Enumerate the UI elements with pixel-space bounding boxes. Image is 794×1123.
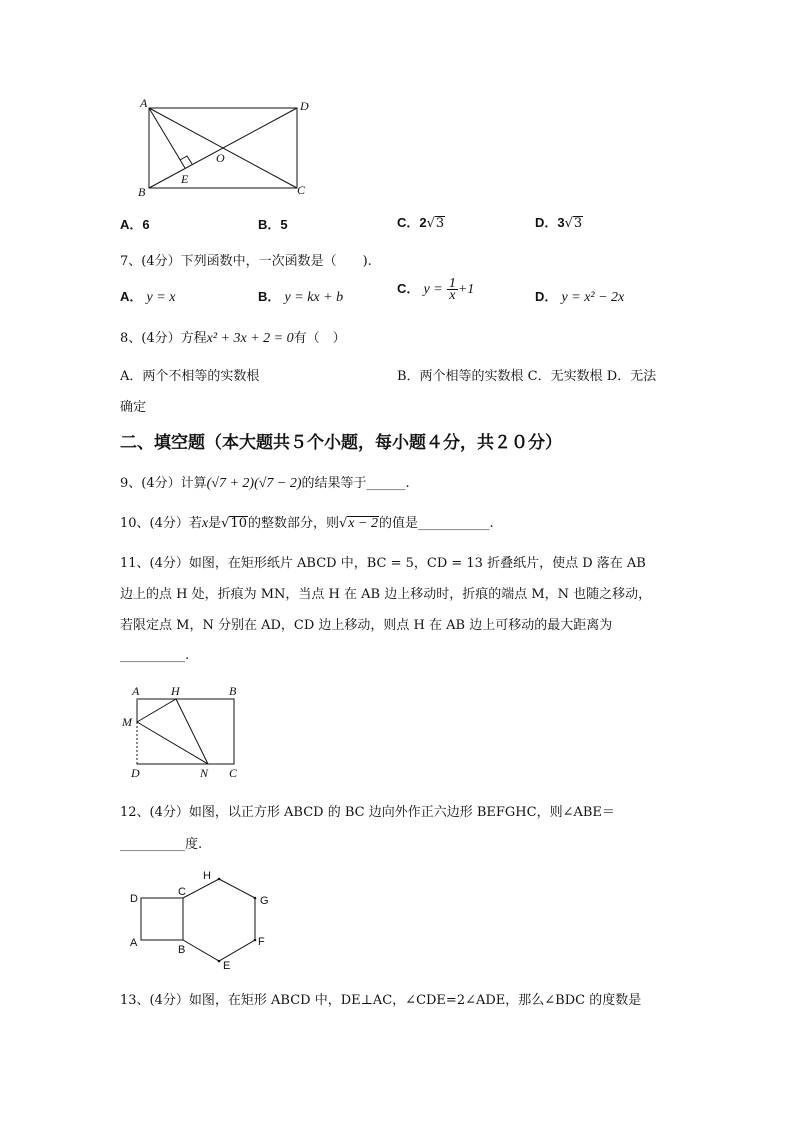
q12-label-e: E xyxy=(223,960,231,972)
q11-line1: 11、(4分）如图，在矩形纸片 ABCD 中，BC = 5，CD = 13 折叠纸片，使点 D 落在 AB xyxy=(120,556,646,571)
q12-label-g: G xyxy=(260,895,269,907)
q6-label-a: A xyxy=(140,96,148,110)
q6-label-e: E xyxy=(181,172,189,186)
q11-label-a: A xyxy=(132,684,140,698)
q9-stem: 9、(4分）计算(√7 + 2)(√7 − 2)的结果等于______. xyxy=(120,476,410,491)
q6-option-b[interactable]: B．5 xyxy=(258,217,288,232)
q12-label-d: D xyxy=(130,893,138,905)
q11-label-m: M xyxy=(122,715,132,729)
q12-label-f: F xyxy=(258,936,265,948)
q11-label-c: C xyxy=(229,766,238,780)
q6-option-a[interactable]: A．6 xyxy=(120,217,150,232)
q11-label-b: B xyxy=(229,684,237,698)
q8-option-a[interactable]: A．两个不相等的实数根 xyxy=(120,369,260,384)
q12-line1: 12、(4分）如图，以正方形 ABCD 的 BC 边向外作正六边形 BEFGHC，则∠ABE＝ xyxy=(120,805,615,820)
q6-label-b: B xyxy=(138,185,146,199)
q13-line1: 13、(4分）如图，在矩形 ABCD 中，DE⊥AC，∠CDE=2∠ADE，那么∠BDC 的度数是 xyxy=(120,993,642,1008)
q7-option-d[interactable]: D． y = x² − 2x xyxy=(535,289,625,305)
q7-option-b[interactable]: B． y = kx + b xyxy=(258,289,344,305)
q12-label-c: C xyxy=(178,886,186,898)
q6-option-c[interactable]: C．2√3 xyxy=(397,215,445,231)
q10-stem: 10、(4分）若x是√10的整数部分，则√x − 2的值是___________. xyxy=(120,516,494,531)
q6-label-c: C xyxy=(297,183,306,197)
q11-label-n: N xyxy=(200,766,209,780)
q11-label-h: H xyxy=(171,684,180,698)
q12-square-hexagon-figure xyxy=(125,866,275,974)
q11-label-d: D xyxy=(131,766,140,780)
q12-label-h: H xyxy=(203,870,211,882)
q7-option-c[interactable]: C． y = $\frac{1}{x}$ +1 xyxy=(397,276,475,303)
q11-line3: 若限定点 M，N 分别在 AD，CD 边上移动，则点 H 在 AB 边上可移动的最大距离为 xyxy=(120,618,613,633)
q6-option-d[interactable]: D．3√3 xyxy=(535,215,583,231)
section-heading: 二、填空题（本大题共５个小题，每小题４分，共２０分） xyxy=(120,433,562,452)
q11-fold-figure xyxy=(120,684,250,782)
q12-label-a: A xyxy=(130,937,138,949)
q6-label-o: O xyxy=(216,151,225,165)
q6-label-d: D xyxy=(300,99,309,113)
q8-wrap: 确定 xyxy=(120,400,147,415)
q8-options-bcd[interactable]: B．两个相等的实数根 C．无实数根 D．无法 xyxy=(397,369,657,384)
q8-stem: 8、(4分）方程x² + 3x + 2 = 0有（ ） xyxy=(120,331,346,346)
q7-option-a[interactable]: A． y = x xyxy=(120,289,176,305)
q11-line2: 边上的点 H 处，折痕为 MN，当点 H 在 AB 边上移动时，折痕的端点 M，N 也随之移动， xyxy=(120,587,652,602)
q7-stem: 7、(4分）下列函数中，一次函数是（ ). xyxy=(120,254,372,269)
q11-line4: __________. xyxy=(120,648,190,663)
q12-label-b: B xyxy=(178,944,186,956)
q12-line2: __________度. xyxy=(120,837,203,852)
q6-rectangle-figure xyxy=(135,96,315,200)
